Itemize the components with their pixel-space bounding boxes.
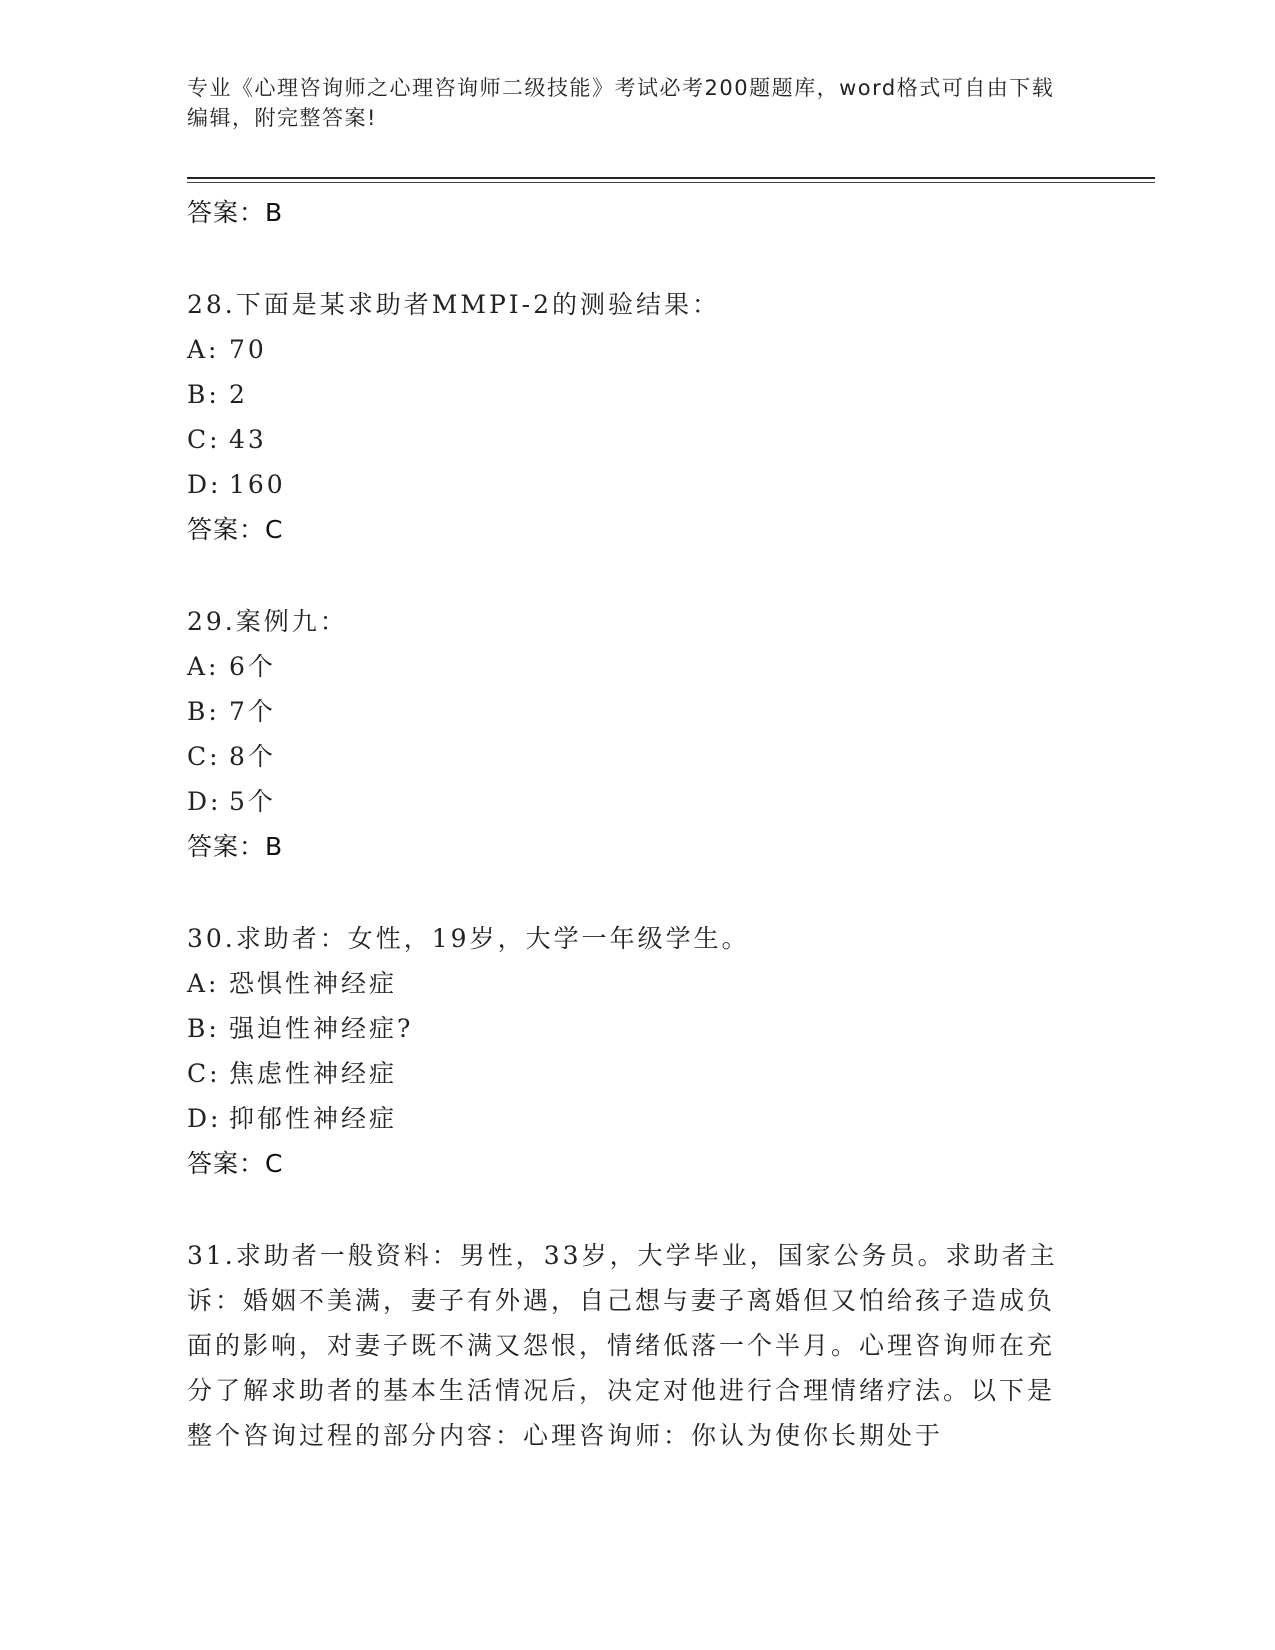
option-letter: A: (187, 652, 220, 681)
option-text: 43 (229, 425, 267, 454)
option-c (187, 734, 1087, 779)
question-stem: 31.求助者一般资料：男性，33岁，大学毕业，国家公务员。求助者主诉：婚姻不美满，妻子有外遇，自己想与妻子离婚但又怕给孩子造成负面的影响，对妻子既不满又怨恨，情绪低落一个半月。心理咨询师在充分了解求助者的基本生活情况后，决定对他进行合理情绪疗法。以下是整个咨询过程的部分内容：心理咨询师：你认为使你长期处于 (187, 1241, 1058, 1450)
answer-line: 答案：C (187, 1149, 284, 1178)
option-b (187, 372, 1087, 417)
header-divider-thick (187, 177, 1155, 179)
header-divider-thin (187, 182, 1155, 183)
option-letter: C: (187, 1059, 221, 1088)
option-text: 强迫性神经症? (229, 1014, 414, 1043)
option-letter: D: (187, 1104, 222, 1133)
question-list (187, 190, 1087, 1458)
header-intro-text: 专业《心理咨询师之心理咨询师二级技能》考试必考200题题库，word格式可自由下载编辑，附完整答案! (187, 76, 1055, 130)
option-b (187, 689, 1087, 734)
option-a (187, 327, 1087, 372)
question-block (187, 1233, 1087, 1458)
option-text: 8个 (229, 742, 276, 771)
option-d (187, 462, 1087, 507)
option-letter: D: (187, 787, 222, 816)
option-c (187, 1051, 1087, 1096)
option-letter: A: (187, 969, 220, 998)
option-d (187, 779, 1087, 824)
option-letter: B: (187, 380, 220, 409)
option-letter: C: (187, 425, 221, 454)
option-text: 70 (229, 335, 267, 364)
document-header (187, 73, 1067, 133)
option-letter: B: (187, 697, 220, 726)
question-block (187, 916, 1087, 1186)
option-text: 7个 (229, 697, 276, 726)
option-a (187, 961, 1087, 1006)
option-letter: A: (187, 335, 220, 364)
option-text: 5个 (229, 787, 276, 816)
option-c (187, 417, 1087, 462)
question-block (187, 599, 1087, 869)
option-b (187, 1006, 1087, 1051)
option-text: 抑郁性神经症 (229, 1104, 398, 1133)
option-letter: D: (187, 470, 222, 499)
option-letter: B: (187, 1014, 220, 1043)
answer-line: 答案：B (187, 198, 284, 227)
option-d (187, 1096, 1087, 1141)
option-letter: C: (187, 742, 221, 771)
answer-line: 答案：B (187, 832, 284, 861)
question-block (187, 282, 1087, 552)
option-text: 160 (229, 470, 286, 499)
option-text: 恐惧性神经症 (229, 969, 398, 998)
option-text: 6个 (229, 652, 276, 681)
question-stem: 28.下面是某求助者MMPI-2的测验结果： (187, 290, 721, 319)
answer-line: 答案：C (187, 515, 284, 544)
question-stem: 29.案例九： (187, 607, 348, 636)
option-text: 2 (229, 380, 248, 409)
question-stem: 30.求助者：女性，19岁，大学一年级学生。 (187, 924, 750, 953)
option-a (187, 644, 1087, 689)
option-text: 焦虑性神经症 (229, 1059, 398, 1088)
